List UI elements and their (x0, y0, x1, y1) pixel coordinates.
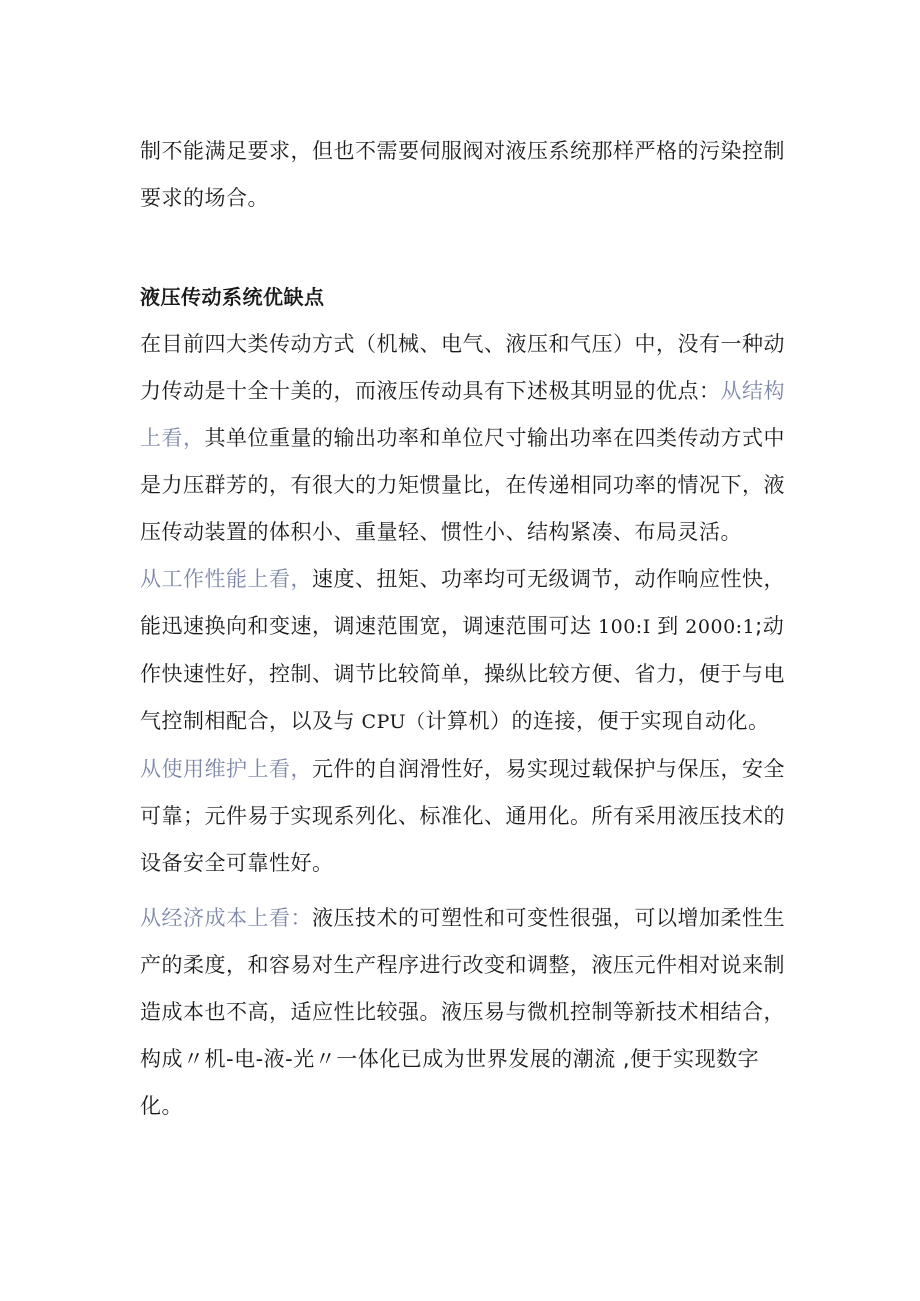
document-page (140, 128, 800, 1130)
economy-highlight: 从经济成本上看： (140, 906, 312, 930)
performance-body-2: 到 (657, 614, 679, 638)
paragraph-maintenance (140, 746, 800, 887)
performance-highlight: 从工作性能上看， (140, 567, 312, 591)
structure-highlight: 从结构上看， (140, 379, 785, 450)
maintenance-highlight: 从使用维护上看， (140, 757, 312, 781)
performance-body-3: ;动作快速性好，控制、调节比较简单，操纵比较方便、省力，便于与电气控制相配合，以及与 (140, 614, 785, 733)
structure-body-text: 其单位重量的输出功率和单位尺寸输出功率在四类传动方式中是力压群芳的，有很大的力矩惯量比，在传递相同功率的情况下，液压传动装置的体积小、重量轻、惯性小、结构紧凑、布局灵活。 (140, 426, 785, 544)
paragraph-structure (140, 321, 800, 556)
maintenance-body-text: 元件的自润滑性好，易实现过载保护与保压，安全可靠；元件易于实现系列化、标准化、通用化。所有采用液压技术的设备安全可靠性好。 (140, 757, 785, 875)
economy-body-text: 液压技术的可塑性和可变性很强，可以增加柔性生产的柔度，和容易对生产程序进行改变和调整，液压元件相对说来制造成本也不高，适应性比较强。液压易与微机控制等新技术相结合，构成〃机-电-液-光〃一体化已成为世界发展的潮流 ,便于实现数字化。 (140, 906, 785, 1118)
paragraph-economy (140, 895, 800, 1130)
performance-range-1: 100:I (591, 616, 658, 638)
section-heading: 液压传动系统优缺点 (140, 285, 325, 309)
performance-range-2: 2000:1 (678, 616, 756, 638)
structure-lead-text: 在目前四大类传动方式（机械、电气、液压和气压）中，没有一种动力传动是十全十美的，而液压传动具有下述极其明显的优点： (140, 332, 785, 403)
spacer (140, 222, 800, 274)
intro-paragraph: 制不能满足要求，但也不需要伺服阀对液压系统那样严格的污染控制要求的场合。 (140, 139, 785, 210)
performance-cpu: CPU（ (355, 711, 426, 733)
performance-body-1: 速度、扭矩、功率均可无级调节，动作响应性快，能迅速换向和变速，调速范围宽，调速范围可达 (140, 567, 785, 638)
spacer (140, 887, 800, 895)
performance-body-4: 计算机）的连接，便于实现自动化。 (425, 709, 770, 733)
paragraph-performance (140, 556, 800, 746)
